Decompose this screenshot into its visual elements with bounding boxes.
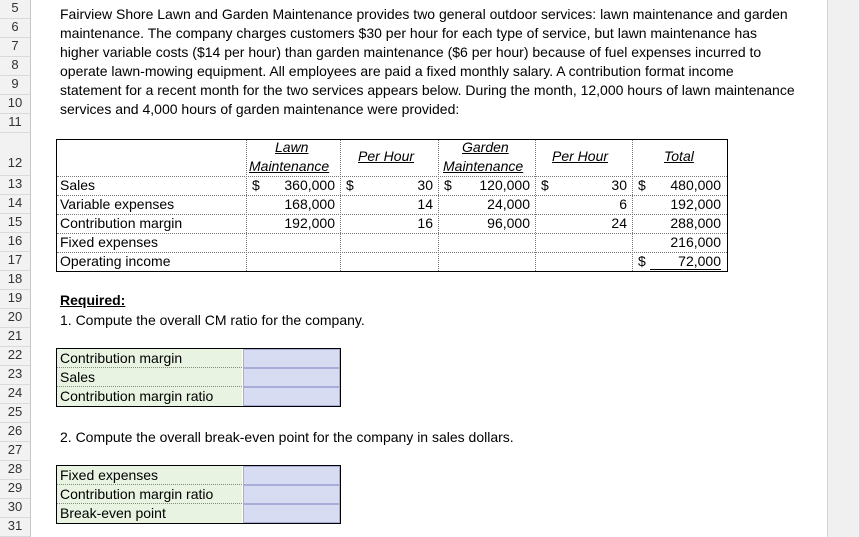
break-even-input[interactable] — [243, 485, 340, 504]
cm-ratio-label: Sales — [57, 368, 242, 387]
header-per-hour-garden: Per Hour — [552, 148, 609, 164]
currency-sign: $ — [541, 177, 549, 193]
problem-line: operate lawn-mowing equipment. All employees are paid a fixed monthly salary. A contribution format income — [60, 63, 734, 79]
table-divider — [340, 140, 341, 271]
row-number[interactable]: 20 — [0, 309, 30, 328]
row-number[interactable]: 10 — [0, 95, 30, 114]
row-number[interactable]: 8 — [0, 57, 30, 76]
row-number[interactable]: 31 — [0, 518, 30, 537]
table-divider — [438, 140, 439, 271]
row-number[interactable]: 17 — [0, 252, 30, 271]
row-number[interactable]: 19 — [0, 290, 30, 309]
header-garden-line2: Maintenance — [443, 158, 524, 174]
cell-total-fixed[interactable]: 216,000 — [670, 234, 721, 250]
currency-sign: $ — [638, 177, 646, 193]
cm-ratio-worksheet — [56, 348, 341, 407]
problem-line: maintenance. The company charges customers $30 per hour for each type of service, but lawn maintenance has — [60, 25, 758, 41]
row-number[interactable]: 6 — [0, 19, 30, 38]
row-label-contribution-margin: Contribution margin — [60, 215, 183, 231]
cm-ratio-label: Contribution margin ratio — [57, 387, 242, 406]
currency-sign: $ — [346, 177, 354, 193]
cell-lawn-ph-variable[interactable]: 14 — [417, 196, 433, 212]
cell-lawn-ph-sales[interactable]: 30 — [417, 177, 433, 193]
row-label-fixed-expenses: Fixed expenses — [60, 234, 159, 250]
header-total: Total — [664, 148, 694, 164]
cell-lawn-cm[interactable]: 192,000 — [284, 215, 335, 231]
row-number[interactable]: 30 — [0, 499, 30, 518]
row-number[interactable]: 24 — [0, 385, 30, 404]
cell-garden-ph-variable[interactable]: 6 — [619, 196, 627, 212]
header-lawn-line2: Maintenance — [249, 158, 330, 174]
currency-sign: $ — [444, 177, 452, 193]
row-number[interactable]: 26 — [0, 423, 30, 442]
row-number[interactable]: 7 — [0, 38, 30, 57]
row-number[interactable]: 16 — [0, 233, 30, 252]
header-lawn-line1: Lawn — [275, 139, 309, 155]
row-number[interactable]: 5 — [0, 0, 30, 19]
question-2: 2. Compute the overall break-even point for the company in sales dollars. — [60, 429, 514, 445]
row-label-operating-income: Operating income — [60, 253, 171, 269]
problem-line: Fairview Shore Lawn and Garden Maintenance provides two general outdoor services: lawn maintenance and garden — [60, 6, 788, 22]
table-divider — [535, 140, 536, 271]
cm-ratio-input[interactable] — [243, 368, 340, 387]
row-number[interactable]: 21 — [0, 328, 30, 347]
cm-ratio-input[interactable] — [243, 349, 340, 368]
row-number[interactable]: 27 — [0, 442, 30, 461]
cell-garden-cm[interactable]: 96,000 — [487, 215, 530, 231]
break-even-label: Break-even point — [57, 504, 242, 523]
cell-total-variable[interactable]: 192,000 — [670, 196, 721, 212]
required-heading: Required: — [60, 292, 126, 308]
row-label-sales: Sales — [60, 177, 96, 193]
row-number[interactable]: 29 — [0, 480, 30, 499]
header-garden-line1: Garden — [462, 139, 509, 155]
cell-total-operating-income[interactable]: 72,000 — [650, 253, 721, 272]
cell-garden-ph-cm[interactable]: 24 — [611, 215, 627, 231]
cell-garden-ph-sales[interactable]: 30 — [611, 177, 627, 193]
table-divider — [246, 140, 247, 271]
problem-line: higher variable costs ($14 per hour) than garden maintenance ($6 per hour) because of fuel expenses incurred to — [60, 44, 762, 60]
currency-sign: $ — [638, 253, 646, 269]
row-number[interactable]: 11 — [0, 114, 30, 133]
row-number[interactable]: 14 — [0, 195, 30, 214]
row-number[interactable]: 28 — [0, 461, 30, 480]
row-number[interactable]: 23 — [0, 366, 30, 385]
row-number[interactable]: 13 — [0, 176, 30, 195]
break-even-label: Fixed expenses — [57, 466, 242, 485]
table-divider — [632, 140, 633, 271]
break-even-worksheet — [56, 465, 341, 524]
cell-garden-sales[interactable]: 120,000 — [479, 177, 530, 193]
vertical-scrollbar[interactable] — [827, 0, 859, 537]
problem-statement — [60, 5, 840, 119]
cm-ratio-input[interactable] — [243, 387, 340, 406]
row-number[interactable]: 22 — [0, 347, 30, 366]
row-number[interactable]: 9 — [0, 76, 30, 95]
row-number[interactable]: 25 — [0, 404, 30, 423]
row-label-variable-expenses: Variable expenses — [60, 196, 175, 212]
row-number[interactable]: 18 — [0, 271, 30, 290]
currency-sign: $ — [252, 177, 260, 193]
row-number[interactable]: 15 — [0, 214, 30, 233]
break-even-input[interactable] — [243, 466, 340, 485]
cell-lawn-sales[interactable]: 360,000 — [284, 177, 335, 193]
cell-lawn-variable[interactable]: 168,000 — [284, 196, 335, 212]
break-even-label: Contribution margin ratio — [57, 485, 242, 504]
row-number[interactable]: 12 — [0, 133, 30, 176]
header-per-hour-lawn: Per Hour — [358, 148, 415, 164]
cell-total-sales[interactable]: 480,000 — [670, 177, 721, 193]
cell-garden-variable[interactable]: 24,000 — [487, 196, 530, 212]
cell-total-cm[interactable]: 288,000 — [670, 215, 721, 231]
problem-line: services and 4,000 hours of garden maintenance were provided: — [60, 101, 460, 117]
cell-lawn-ph-cm[interactable]: 16 — [417, 215, 433, 231]
row-header-column — [0, 0, 31, 537]
cm-ratio-label: Contribution margin — [57, 349, 242, 368]
question-1: 1. Compute the overall CM ratio for the company. — [60, 312, 365, 328]
break-even-input[interactable] — [243, 504, 340, 523]
problem-line: statement for a recent month for the two services appears below. During the month, 12,000 hours of lawn maintenance — [60, 82, 795, 98]
